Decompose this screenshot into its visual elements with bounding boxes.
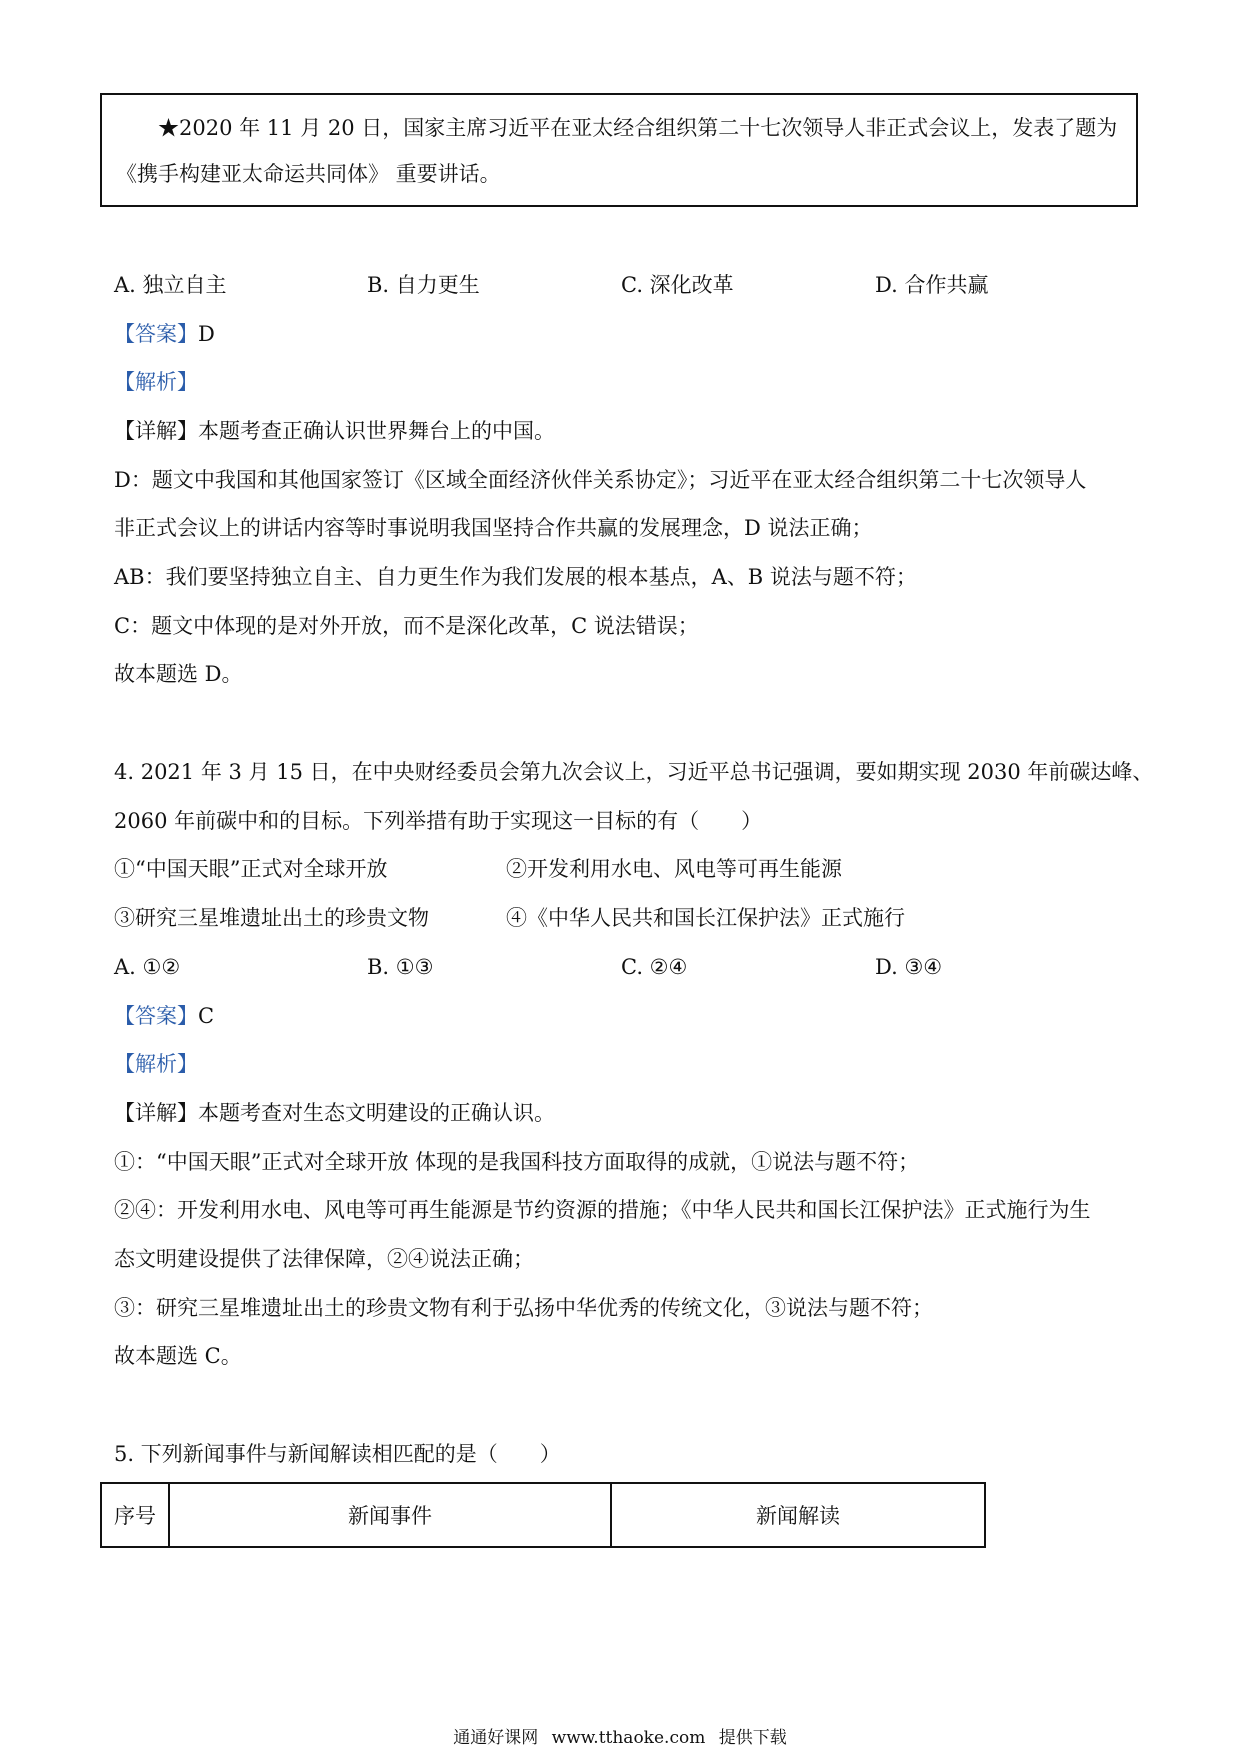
- q5-table-header: [100, 1482, 986, 1548]
- q3-detail-line-1: 【详解】本题考查正确认识世界舞台上的中国。: [114, 419, 555, 443]
- q3-detail-line-6: 故本题选 D。: [114, 662, 243, 686]
- footer-url: www.tthaoke.com: [551, 1728, 706, 1748]
- footer-note: 提供下载: [718, 1728, 787, 1748]
- material-line-2: 《携手构建亚太命运共同体》 重要讲话。: [116, 162, 501, 186]
- material-line-1: ★2020 年 11 月 20 日，国家主席习近平在亚太经合组织第二十七次领导人非正式会议上，发表了题为: [158, 116, 1118, 140]
- table-header-index: 序号: [102, 1484, 170, 1546]
- q3-option-a: A. 独立自主: [114, 273, 227, 297]
- news-material-box: [100, 93, 1138, 207]
- q5-stem: 5. 下列新闻事件与新闻解读相匹配的是（ ）: [114, 1442, 561, 1466]
- table-header-reading: 新闻解读: [756, 1504, 840, 1528]
- q4-detail-line-1: 【详解】本题考查对生态文明建设的正确认识。: [114, 1101, 555, 1125]
- table-header-event: 新闻事件: [170, 1484, 612, 1546]
- q4-stem-line-2: 2060 年前碳中和的目标。下列举措有助于实现这一目标的有（ ）: [114, 809, 763, 833]
- q4-option-d: D. ③④: [875, 955, 943, 979]
- q3-detail-line-2: D：题文中我国和其他国家签订《区域全面经济伙伴关系协定》；习近平在亚太经合组织第二十七次领导人: [114, 468, 1087, 492]
- q3-answer: [114, 319, 215, 349]
- q4-item-3: ③研究三星堆遗址出土的珍贵文物: [114, 906, 429, 930]
- q4-item-4: ④《中华人民共和国长江保护法》正式施行: [506, 906, 905, 930]
- q3-detail-line-4: AB：我们要坚持独立自主、自力更生作为我们发展的根本基点，A、B 说法与题不符；: [114, 565, 917, 589]
- q3-detail-line-3: 非正式会议上的讲话内容等时事说明我国坚持合作共赢的发展理念，D 说法正确；: [114, 516, 873, 540]
- q3-analysis-tag: 【解析】: [114, 370, 198, 394]
- answer-tag: 【答案】: [114, 322, 198, 346]
- q4-detail-line-4: 态文明建设提供了法律保障，②④说法正确；: [114, 1247, 534, 1271]
- q4-detail-line-3: ②④：开发利用水电、风电等可再生能源是节约资源的措施；《中华人民共和国长江保护法》正式施行为生: [114, 1198, 1091, 1222]
- answer-value: C: [198, 1004, 215, 1028]
- q4-option-b: B. ①③: [367, 955, 434, 979]
- q3-option-d: D. 合作共赢: [875, 273, 989, 297]
- q3-option-c: C. 深化改革: [621, 273, 734, 297]
- q3-detail-line-5: C：题文中体现的是对外开放，而不是深化改革，C 说法错误；: [114, 614, 699, 638]
- answer-value: D: [198, 322, 215, 346]
- q4-analysis-tag: 【解析】: [114, 1052, 198, 1076]
- footer-site-name: 通通好课网: [453, 1728, 539, 1748]
- q4-stem-line-1: 4. 2021 年 3 月 15 日，在中央财经委员会第九次会议上，习近平总书记强调，要如期实现 2030 年前碳达峰、: [114, 760, 1154, 784]
- answer-tag: 【答案】: [114, 1004, 198, 1028]
- q4-item-2: ②开发利用水电、风电等可再生能源: [506, 857, 842, 881]
- q3-option-b: B. 自力更生: [367, 273, 480, 297]
- q4-detail-line-2: ①：“中国天眼”正式对全球开放 体现的是我国科技方面取得的成就，①说法与题不符；: [114, 1150, 920, 1174]
- page-footer: [0, 1726, 1240, 1750]
- q4-item-1: ①“中国天眼”正式对全球开放: [114, 857, 388, 881]
- q4-detail-line-5: ③：研究三星堆遗址出土的珍贵文物有利于弘扬中华优秀的传统文化，③说法与题不符；: [114, 1296, 933, 1320]
- q4-option-a: A. ①②: [114, 955, 181, 979]
- q4-detail-line-6: 故本题选 C。: [114, 1344, 242, 1368]
- q4-option-c: C. ②④: [621, 955, 688, 979]
- q4-answer: [114, 1001, 214, 1031]
